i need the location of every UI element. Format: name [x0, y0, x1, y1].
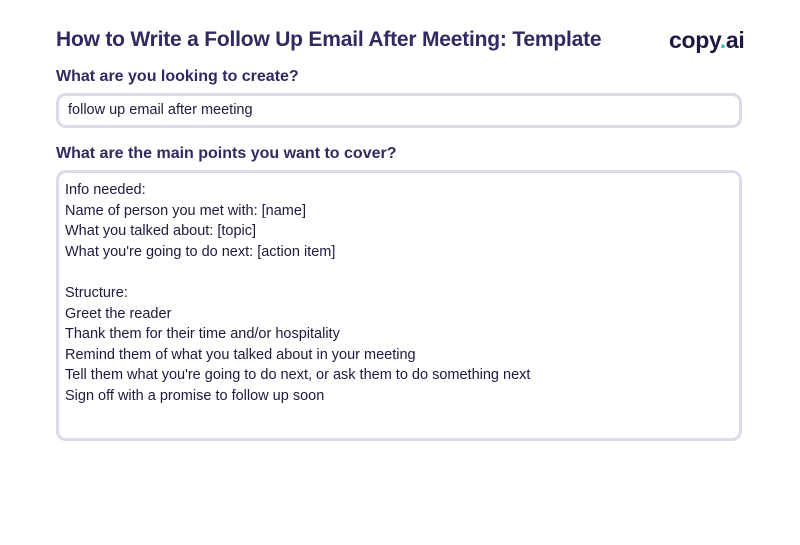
- create-label: What are you looking to create?: [56, 68, 299, 85]
- page-title: How to Write a Follow Up Email After Meeting: Template: [56, 28, 602, 51]
- text-line: Greet the reader: [65, 305, 172, 322]
- create-input[interactable]: follow up email after meeting: [56, 93, 742, 128]
- text-line: Remind them of what you talked about in your meeting: [65, 346, 416, 363]
- points-label: What are the main points you want to cover?: [56, 145, 397, 162]
- text-line: Tell them what you're going to do next, or ask them to do something next: [65, 367, 531, 384]
- text-line: Name of person you met with: [name]: [65, 202, 306, 219]
- text-line: Sign off with a promise to follow up soon: [65, 387, 325, 404]
- text-line: Structure:: [65, 284, 128, 301]
- text-line: Info needed:: [65, 182, 146, 198]
- points-textarea[interactable]: [56, 170, 742, 441]
- copyai-logo: [669, 27, 744, 54]
- text-line: Thank them for their time and/or hospitality: [65, 326, 340, 343]
- text-line: What you're going to do next: [action item]: [65, 243, 336, 260]
- logo-dot: .: [719, 27, 726, 53]
- logo-suffix: ai: [725, 27, 745, 53]
- text-line: What you talked about: [topic]: [65, 223, 257, 240]
- text-line: [65, 262, 739, 283]
- logo-text: copy: [669, 27, 720, 53]
